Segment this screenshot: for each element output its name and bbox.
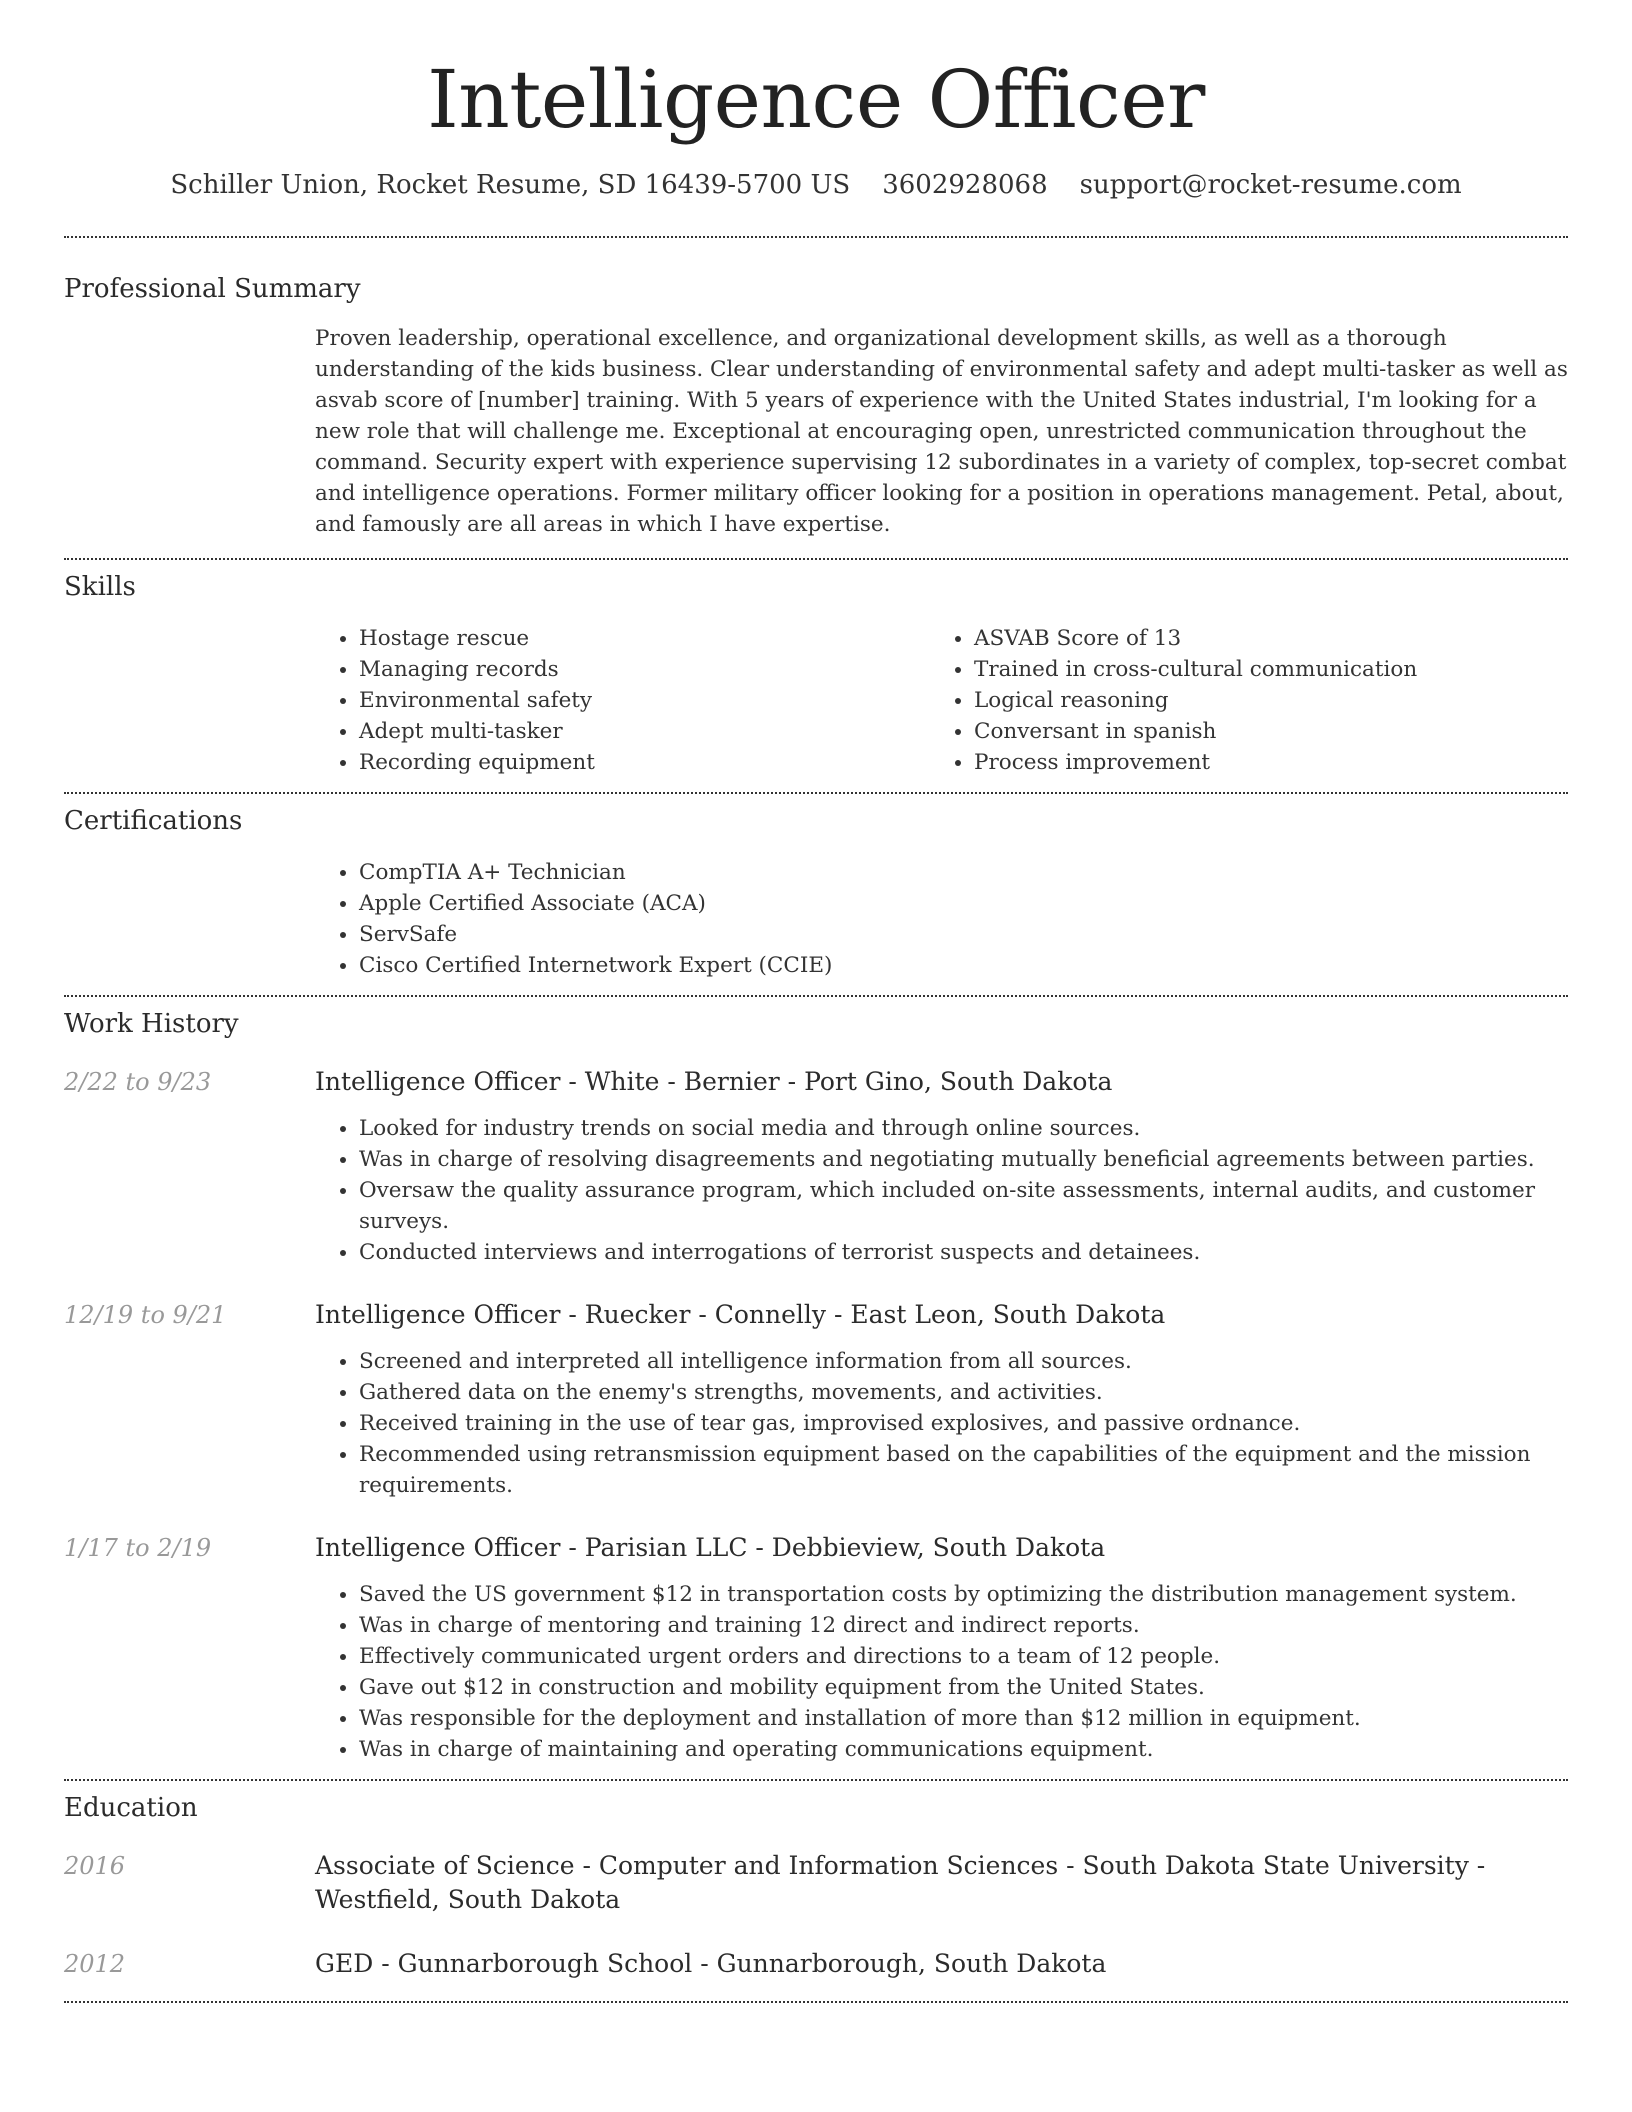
job-bullet: • Recommended using retransmission equipment based on the capabilities of the equipment and the mission requirements. (359, 1439, 1568, 1501)
job-title: Intelligence Officer - Parisian LLC - Debbieview, South Dakota (315, 1533, 1106, 1562)
summary-section (64, 238, 1568, 540)
job-bullets (315, 1113, 1568, 1268)
education-entry (64, 1947, 1568, 1981)
certification-item: • Cisco Certified Internetwork Expert (CCIE) (359, 950, 1568, 981)
job-title: Intelligence Officer - Ruecker - Connelly - East Leon, South Dakota (315, 1300, 1166, 1329)
job-entry (64, 1531, 1568, 1765)
job-entry (64, 1065, 1568, 1268)
education-title: Associate of Science - Computer and Information Sciences - South Dakota State University - Westfield, South Dakota (315, 1851, 1486, 1914)
certifications-list (315, 857, 1568, 981)
skill-item: • Process improvement (974, 747, 1545, 778)
work-history-heading: Work History (64, 1009, 239, 1039)
job-bullet: • Was in charge of maintaining and operating communications equipment. (359, 1734, 1568, 1765)
job-bullet: • Gave out $12 in construction and mobility equipment from the United States. (359, 1672, 1568, 1703)
work-history-section (64, 997, 1568, 1765)
skill-item: • Logical reasoning (974, 685, 1545, 716)
resume-header (64, 0, 1568, 202)
skill-item: • ASVAB Score of 13 (974, 623, 1545, 654)
skill-item: • Adept multi-tasker (359, 716, 930, 747)
skill-item: • Managing records (359, 654, 930, 685)
skills-heading: Skills (64, 572, 136, 602)
education-entry (64, 1849, 1568, 1917)
skills-list-left (315, 623, 930, 778)
job-bullets (315, 1346, 1568, 1501)
job-bullet: • Was in charge of resolving disagreements and negotiating mutually beneficial agreements between parties. (359, 1144, 1568, 1175)
skills-column-left (315, 623, 930, 778)
skill-item: • Environmental safety (359, 685, 930, 716)
job-bullet: • Oversaw the quality assurance program, which included on-site assessments, internal audits, and customer surveys. (359, 1175, 1568, 1237)
summary-text: Proven leadership, operational excellence, and organizational development skills, as well as a thorough understanding of the kids business. Clear understanding of environmental safety and adept multi-tasker as well as asvab score of [number] training. With 5 years of experience with the United States industrial, I'm looking for a new role that will challenge me. Exceptional at encouraging open, unrestricted communication throughout the command. Security expert with experience supervising 12 subordinates in a variety of complex, top-secret combat and intelligence operations. Former military officer looking for a position in operations management. Petal, about, and famously are all areas in which I have expertise. (315, 326, 1568, 537)
job-title: Intelligence Officer - White - Bernier - Port Gino, South Dakota (315, 1067, 1113, 1096)
education-title: GED - Gunnarborough School - Gunnarborough, South Dakota (315, 1949, 1107, 1978)
summary-heading: Professional Summary (64, 274, 361, 304)
job-dates: 1/17 to 2/19 (64, 1534, 212, 1562)
contact-address: Schiller Union, Rocket Resume, SD 16439-5700 US (170, 170, 851, 200)
job-dates: 12/19 to 9/21 (64, 1301, 227, 1329)
skills-column-right (930, 623, 1545, 778)
job-bullet: • Received training in the use of tear gas, improvised explosives, and passive ordnance. (359, 1408, 1568, 1439)
certifications-heading: Certifications (64, 806, 243, 836)
education-heading: Education (64, 1793, 198, 1823)
job-bullets (315, 1579, 1568, 1765)
job-bullet: • Screened and interpreted all intelligence information from all sources. (359, 1346, 1568, 1377)
education-year: 2016 (64, 1852, 126, 1880)
job-bullet: • Saved the US government $12 in transportation costs by optimizing the distribution management system. (359, 1579, 1568, 1610)
skill-item: • Hostage rescue (359, 623, 930, 654)
education-year: 2012 (64, 1950, 126, 1978)
certification-item: • CompTIA A+ Technician (359, 857, 1568, 888)
contact-info (64, 168, 1568, 202)
job-bullet: • Looked for industry trends on social media and through online sources. (359, 1113, 1568, 1144)
contact-email: support@rocket-resume.com (1079, 170, 1462, 200)
job-bullet: • Gathered data on the enemy's strengths, movements, and activities. (359, 1377, 1568, 1408)
certification-item: • ServSafe (359, 919, 1568, 950)
job-bullet: • Was responsible for the deployment and installation of more than $12 million in equipment. (359, 1703, 1568, 1734)
certification-item: • Apple Certified Associate (ACA) (359, 888, 1568, 919)
candidate-name: Intelligence Officer (427, 53, 1205, 146)
skill-item: • Conversant in spanish (974, 716, 1545, 747)
job-entry (64, 1298, 1568, 1501)
job-bullet: • Was in charge of mentoring and training 12 direct and indirect reports. (359, 1610, 1568, 1641)
job-bullet: • Conducted interviews and interrogations of terrorist suspects and detainees. (359, 1237, 1568, 1268)
education-section (64, 1781, 1568, 1981)
certifications-section (64, 794, 1568, 981)
skills-list-right (930, 623, 1545, 778)
skill-item: • Trained in cross-cultural communication (974, 654, 1545, 685)
education-divider (64, 2001, 1568, 2003)
skills-section (64, 560, 1568, 778)
skill-item: • Recording equipment (359, 747, 930, 778)
job-dates: 2/22 to 9/23 (64, 1068, 212, 1096)
contact-phone: 3602928068 (882, 170, 1048, 200)
job-bullet: • Effectively communicated urgent orders and directions to a team of 12 people. (359, 1641, 1568, 1672)
